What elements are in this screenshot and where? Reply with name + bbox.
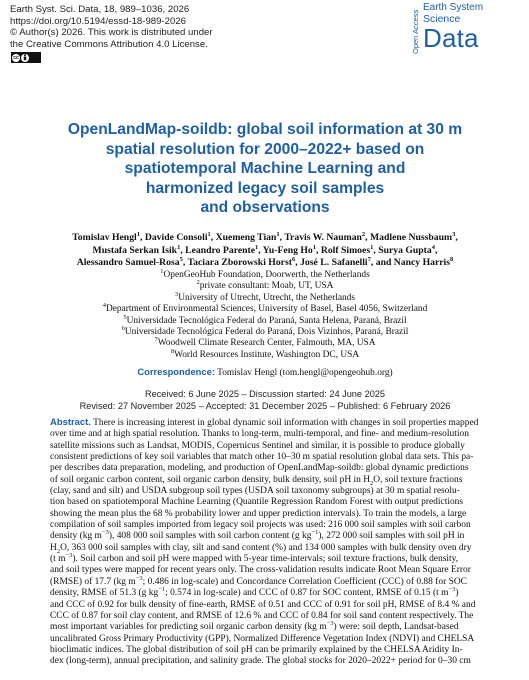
affiliation-text: OpenGeoHub Foundation, Doorwerth, the Netherlands — [163, 270, 370, 280]
journal-logo-line2: Science — [423, 13, 461, 25]
correspondence-contact[interactable]: Tomislav Hengl (tom.hengl@opengeohub.org) — [217, 368, 393, 378]
abstract — [50, 417, 500, 668]
affiliation-text: private consultant: Moab, UT, USA — [199, 281, 334, 292]
author-affiliation-marker: 1 — [370, 243, 374, 251]
abstract-text: O, 363 000 soil samples with clay, silt and sand content (%) and 134 000 samples with bulk density oven dry — [60, 542, 472, 553]
abstract-text: O, soil texture fractions — [373, 474, 463, 485]
affiliation-item — [10, 324, 520, 338]
affiliation-number: 4 — [102, 302, 106, 310]
author-name: Taciara Zborowski Horst — [187, 257, 292, 269]
author-affiliation-marker: 1 — [177, 243, 181, 251]
affiliation-item — [10, 313, 520, 327]
dates-published-line: Revised: 27 November 2025 – Accepted: 31 December 2025 – Published: 6 February 2026 — [79, 400, 451, 411]
abstract-text: ). Soil carbon and soil pH were mapped with 5-year time-intervals; soil texture fractions, bulk density, — [72, 554, 459, 565]
abstract-line — [50, 551, 500, 565]
citation-license-line: the Creative Commons Attribution 4.0 License. — [10, 38, 208, 50]
abstract-text: H — [50, 542, 57, 553]
affiliation-number: 8 — [170, 347, 175, 355]
abstract-text: ), 272 000 soil samples with soil pH in — [318, 531, 465, 542]
dates-received-line: Received: 6 June 2025 – Discussion started: 24 June 2025 — [144, 389, 386, 399]
affiliation-number: 7 — [154, 336, 158, 344]
author-affiliation-marker: 1 — [207, 230, 211, 238]
abstract-line — [50, 588, 500, 599]
superscript: −3 — [135, 574, 143, 582]
abstract-text: ) — [455, 588, 459, 599]
affiliation-text: World Resources Institute, Washington DC, USA — [174, 349, 360, 360]
abstract-line: over time and at high spatial resolution. Thanks to long-term, multi-temporal, and fine- and medium-resolution — [50, 429, 469, 440]
affiliation-item — [10, 281, 520, 292]
author-list — [10, 232, 520, 270]
author-name: Mustafa Serkan Isik — [92, 244, 178, 256]
abstract-text: (RMSE) of 17.7 (kg m — [50, 576, 136, 587]
abstract-text: There is increasing interest in global dynamic soil information with changes in soil properties mapped — [93, 418, 479, 428]
affiliation-item — [10, 304, 520, 315]
abstract-text: ; 0.486 in log-scale) and Concordance Correlation Coefficient (CCC) of 0.88 for SOC — [142, 576, 467, 587]
abstract-text: of soil organic carbon content, soil organic carbon density, bulk density, soil pH in H — [50, 474, 371, 485]
abstract-text: most important variables for predicting soil organic carbon density (kg m — [50, 622, 327, 633]
abstract-line: satellite missions such as Landsat, MODIS, Copernicus Sentinel and similar, it is possible to produce globally — [50, 440, 465, 451]
correspondence-label: Correspondence: — [137, 366, 215, 377]
journal-logo-line3: Data — [423, 23, 479, 53]
abstract-text: density (kg m — [50, 531, 102, 542]
affiliation-number: 5 — [123, 313, 127, 321]
author-affiliation-marker: 2 — [361, 230, 366, 238]
affiliation-item — [10, 338, 520, 349]
abstract-line: showing the mean plus the 68 % probability lower and upper prediction intervals). To train the models, a large — [50, 508, 467, 519]
author-affiliation-marker: 1 — [276, 230, 280, 238]
abstract-line — [50, 417, 500, 429]
author-name: Davide Consoli — [144, 232, 208, 243]
affiliation-number: 6 — [121, 324, 125, 332]
affiliation-item — [10, 267, 520, 281]
superscript: −3 — [326, 620, 334, 628]
affiliation-text: Department of Environmental Sciences, University of Basel, Basel 4056, Switzerland — [105, 304, 428, 315]
open-access-text: Open Access — [411, 9, 420, 54]
superscript: −3 — [101, 529, 109, 537]
superscript: −3 — [448, 586, 456, 594]
author-line: Tomislav Hengl$^1$, Davide Consoli$^1$, Xuemeng Tian$^1$, Travis W. Nauman$^2$, Madlene Nussbaum$^3$, — [72, 230, 458, 243]
abstract-line: per describes data preparation, modeling, and production of OpenLandMap-soildb: global dynamic predictions — [50, 463, 469, 474]
superscript: −1 — [158, 586, 166, 594]
abstract-line: uncalibrated Gross Primary Productivity (GPP), Normalized Difference Vegetation Index (NDVI) and CHELSA — [50, 633, 475, 644]
author-affiliation-marker: 8 — [450, 255, 454, 263]
abstract-line: consistent predictions of key soil variables that match other 10–30 m spatial resolution global data sets. This pa- — [50, 452, 474, 463]
abstract-line — [50, 543, 500, 554]
author-name: Rolf Simoes — [320, 244, 371, 256]
author-affiliation-marker: 4 — [431, 243, 436, 251]
affiliation-text: Universidade Tecnológica Federal do Paraná, Dois Vizinhos, Paraná, Brazil — [124, 327, 409, 338]
author-line: Alessandro Samuel-Rosa$^5$, Taciara Zborowski Horst$^6$, José L. Safanelli$^7$, and Nancy Harris$^8$ — [76, 255, 454, 269]
cc-icon: cc — [13, 54, 19, 61]
publication-dates — [10, 389, 520, 413]
abstract-text: ), 408 000 soil samples with soil carbon content (g kg — [108, 531, 312, 542]
superscript: −1 — [311, 529, 319, 537]
abstract-line: compilation of soil samples imported from legacy soil projects was used: 216 000 soil samples with soil carbon — [50, 520, 471, 531]
author-conjunction: and — [375, 257, 392, 269]
author-affiliation-marker: 1 — [255, 243, 259, 251]
affiliation-item — [10, 290, 520, 304]
title-line: spatiotemporal Machine Learning and — [124, 160, 406, 177]
author-affiliation-marker: 7 — [367, 255, 371, 263]
title-line: spatial resolution for 2000–2022+ based on — [105, 140, 425, 158]
citation-journal-line: Earth Syst. Sci. Data, 18, 989–1036, 2026 — [10, 4, 190, 15]
author-name: Surya Gupta — [378, 244, 432, 256]
superscript: −3 — [65, 551, 73, 559]
affiliation-item — [10, 347, 520, 361]
author-name: Yu-Feng Ho — [262, 244, 313, 256]
citation-copyright-line: © Author(s) 2026. This work is distributed under — [10, 27, 213, 39]
author-name: Leandro Parente — [185, 244, 256, 256]
cc-by-icon — [21, 54, 29, 62]
abstract-text: ) were: soil depth, Landsat-based — [333, 622, 459, 633]
author-name: José L. Safanelli — [300, 257, 368, 269]
abstract-label: Abstract. — [50, 417, 91, 428]
correspondence-line — [10, 366, 520, 379]
abstract-text: ; 0.574 in log-scale) and CCC of 0.87 for SOC content, RMSE of 0.15 (t m — [165, 588, 449, 599]
abstract-line: dex (long-term), annual precipitation, and salinity grade. The global stocks for 2020–2022+ period for 0–30 cm — [50, 656, 471, 667]
abstract-line: and CCC of 0.92 for bulk density of fine-earth, RMSE of 0.51 and CCC of 0.91 for soil pH, RMSE of 8.4 % and — [50, 599, 476, 610]
author-name: Xuemeng Tian — [215, 232, 277, 243]
title-line: harmonized legacy soil samples — [145, 179, 385, 197]
author-affiliation-marker: 1 — [136, 230, 140, 238]
abstract-line — [50, 475, 500, 486]
author-name: Travis W. Nauman — [284, 232, 362, 243]
author-affiliation-marker: 6 — [291, 255, 296, 263]
author-affiliation-marker: 5 — [179, 255, 183, 263]
affiliation-text: Woodwell Climate Research Center, Falmouth, MA, USA — [157, 338, 376, 349]
author-name: Tomislav Hengl — [72, 232, 137, 243]
affiliation-number: 2 — [196, 279, 200, 287]
abstract-line: tion based on spatiotemporal Machine Learning (Quantile Regression Random Forest with output predictions — [50, 497, 464, 508]
author-affiliation-marker: 3 — [452, 230, 456, 238]
abstract-line — [50, 574, 500, 588]
journal-logo[interactable] — [423, 2, 523, 51]
paper-title — [30, 120, 500, 218]
title-line: OpenLandMap-soildb: global soil information at 30 m — [67, 121, 463, 138]
subscript: 2 — [370, 479, 374, 487]
abstract-line: and soil types were mapped for recent years only. The cross-validation results indicate Root Mean Square Error — [50, 565, 471, 576]
author-affiliation-marker: 1 — [312, 243, 316, 251]
cc-license-badge[interactable] — [11, 52, 41, 63]
open-access-vertical-label — [409, 2, 421, 54]
abstract-line — [50, 531, 500, 542]
affiliation-text: Universidade Tecnológica Federal do Paraná, Santa Helena, Paraná, Brazil — [126, 315, 407, 326]
affiliation-list — [10, 267, 520, 361]
subscript: 2 — [56, 547, 61, 555]
abstract-text: density, RMSE of 51.3 (g kg — [50, 588, 159, 599]
author-name: Alessandro Samuel-Rosa — [76, 257, 180, 269]
author-name: Madlene Nussbaum — [370, 232, 453, 243]
author-name: Nancy Harris — [393, 257, 451, 269]
abstract-line — [50, 622, 500, 633]
author-line: Mustafa Serkan Isik$^1$, Leandro Parente$^1$, Yu-Feng Ho$^1$, Rolf Simoes$^1$, Surya Gupta$^4$, — [92, 243, 438, 256]
title-line: and observations — [200, 199, 330, 216]
citation-doi-link[interactable]: https://doi.org/10.5194/essd-18-989-2026 — [10, 15, 187, 27]
affiliation-text: University of Utrecht, Utrecht, the Netherlands — [178, 292, 355, 303]
affiliation-number: 1 — [160, 267, 164, 275]
citation-block — [10, 4, 310, 50]
abstract-line: (clay, sand and silt) and USDA subgroup soil types (USDA soil taxonomy subgroups) at 30 m spatial resolu- — [50, 486, 460, 497]
abstract-line: CCC of 0.87 for soil clay content, and RMSE of 12.6 % and CCC of 0.84 for soil sand content respectively. The — [50, 610, 474, 621]
affiliation-number: 3 — [174, 290, 179, 298]
journal-logo-line1: Earth System — [423, 2, 484, 13]
abstract-text: (t m — [50, 554, 66, 565]
abstract-line: bioclimatic indices. The global distribution of soil pH can be primarily explained by the CHELSA Aridity In- — [50, 644, 463, 655]
